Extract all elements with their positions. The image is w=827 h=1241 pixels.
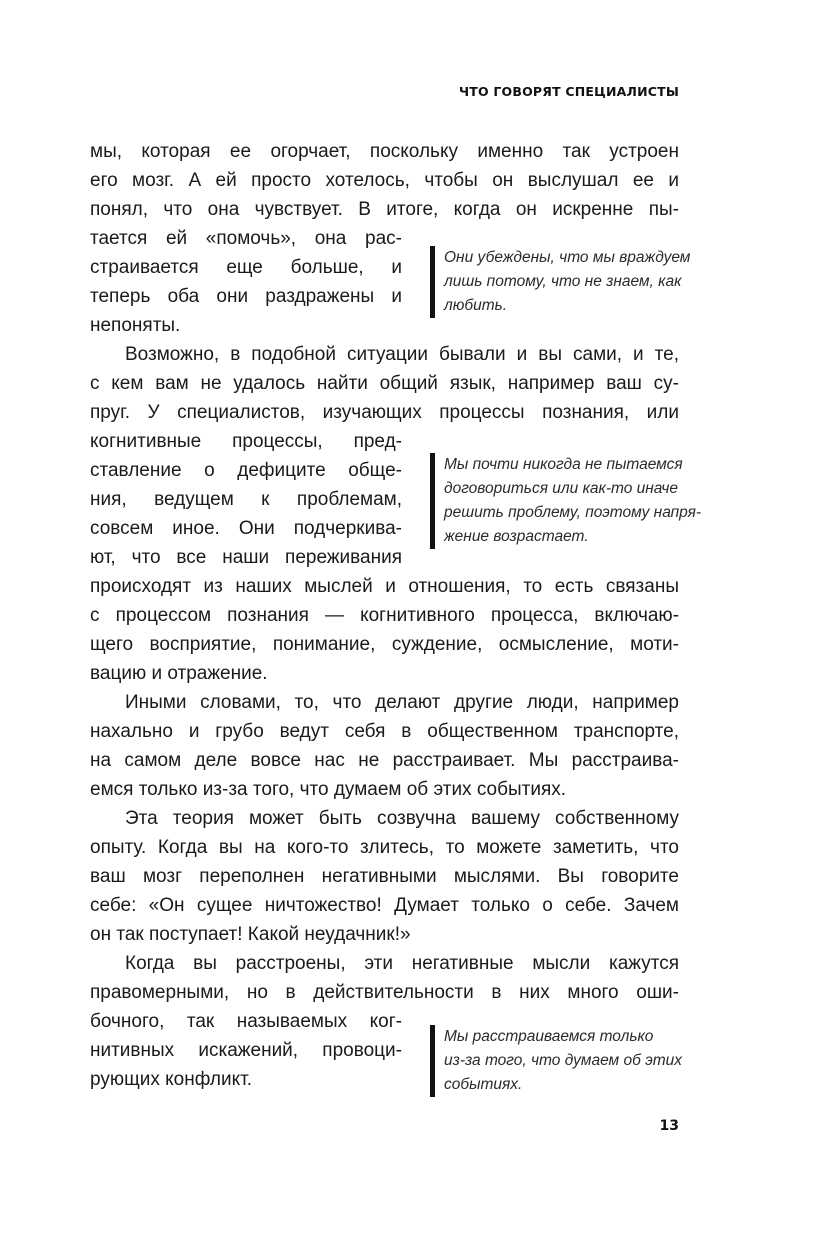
- body-line: ния, ведущем к проблемам,: [90, 489, 402, 510]
- body-line: щего восприятие, понимание, суждение, осмысление, моти-: [90, 634, 679, 655]
- pull-quote: [430, 453, 754, 549]
- body-line: емся только из-за того, что думаем об этих событиях.: [90, 779, 567, 800]
- pull-quote: [430, 1025, 754, 1097]
- body-line: теперь оба они раздражены и: [90, 286, 402, 307]
- pull-quote-line: Мы расстраиваемся только: [444, 1028, 654, 1045]
- body-line: совсем иное. Они подчеркива-: [90, 518, 402, 539]
- body-line: с кем вам не удалось найти общий язык, например ваш су-: [90, 373, 679, 394]
- body-line: пруг. У специалистов, изучающих процессы познания, или: [90, 402, 679, 423]
- body-line: ваш мозг переполнен негативными мыслями. Вы говорите: [90, 866, 679, 887]
- pull-quote-line: лишь потому, что не знаем, как: [444, 273, 682, 290]
- pull-quote-line: Они убеждены, что мы враждуем: [444, 249, 691, 266]
- pull-quote-line: решить проблему, поэтому напря-: [444, 504, 702, 521]
- body-line: нахально и грубо ведут себя в общественном транспорте,: [90, 721, 679, 742]
- body-line: когнитивные процессы, пред-: [90, 431, 402, 452]
- pull-quote: [430, 246, 754, 318]
- pull-quote-line: событиях.: [444, 1076, 523, 1093]
- body-line: вацию и отражение.: [90, 663, 268, 684]
- body-line: ставление о дефиците обще-: [90, 460, 402, 481]
- body-line: на самом деле вовсе нас не расстраивает. Мы расстраива-: [90, 750, 679, 771]
- body-line: рующих конфликт.: [90, 1069, 253, 1090]
- body-line: бочного, так называемых ког-: [90, 1011, 402, 1032]
- body-line: происходят из наших мыслей и отношения, то есть связаны: [90, 576, 679, 597]
- pull-quote-line: договориться или как-то иначе: [444, 480, 679, 497]
- body-line: Эта теория может быть созвучна вашему собственному: [125, 808, 679, 829]
- running-head: ЧТО ГОВОРЯТ СПЕЦИАЛИСТЫ: [458, 84, 679, 99]
- body-line: Когда вы расстроены, эти негативные мысли кажутся: [125, 953, 679, 974]
- body-line: нитивных искажений, провоци-: [90, 1040, 402, 1061]
- pull-quote-line: жение возрастает.: [444, 528, 589, 545]
- body-line: понял, что она чувствует. В итоге, когда он искренне пы-: [90, 199, 679, 220]
- body-line: мы, которая ее огорчает, поскольку именно так устроен: [90, 141, 679, 162]
- body-line: непоняты.: [90, 315, 181, 336]
- page-number: 13: [659, 1118, 679, 1134]
- pull-quote-line: из-за того, что думаем об этих: [444, 1052, 683, 1069]
- body-line: Иными словами, то, что делают другие люди, например: [125, 692, 679, 713]
- body-line: себе: «Он сущее ничтожество! Думает только о себе. Зачем: [90, 895, 679, 916]
- body-line: страивается еще больше, и: [90, 257, 402, 278]
- pull-quote-line: Мы почти никогда не пытаемся: [444, 456, 683, 473]
- body-line: правомерными, но в действительности в них много оши-: [90, 982, 679, 1003]
- body-line: ют, что все наши переживания: [90, 547, 402, 568]
- body-line: Возможно, в подобной ситуации бывали и вы сами, и те,: [125, 344, 679, 365]
- body-line: он так поступает! Какой неудачник!»: [90, 924, 411, 945]
- body-line: опыту. Когда вы на кого-то злитесь, то можете заметить, что: [90, 837, 679, 858]
- pull-quote-line: любить.: [444, 297, 508, 314]
- body-line: его мозг. А ей просто хотелось, чтобы он выслушал ее и: [90, 170, 679, 191]
- body-line: тается ей «помочь», она рас-: [90, 228, 402, 249]
- body-line: с процессом познания — когнитивного процесса, включаю-: [90, 605, 679, 626]
